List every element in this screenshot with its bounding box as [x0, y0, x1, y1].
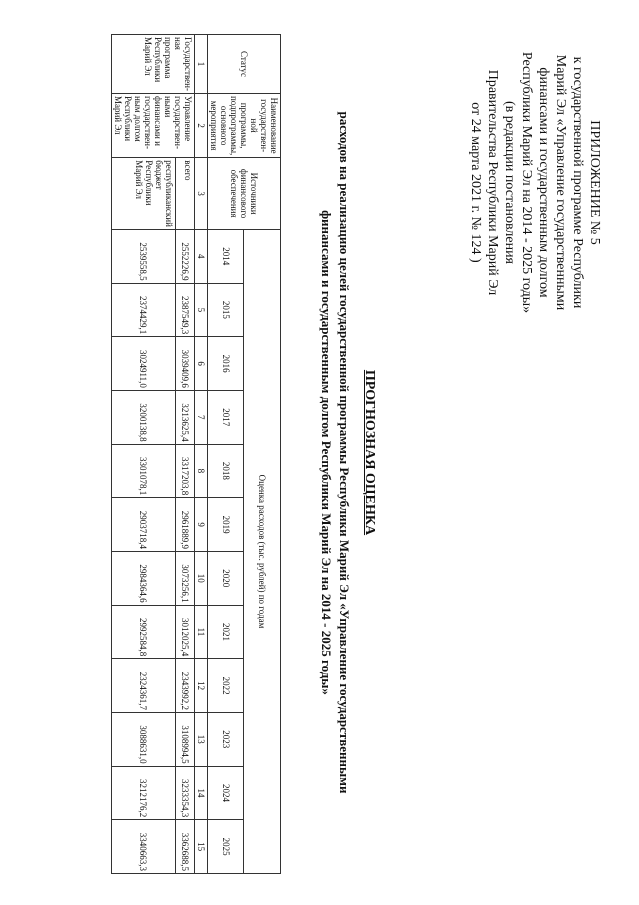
row-name: Управление государствен-ными финансами и государствен-ным долгом Республики Марий Эл — [112, 93, 195, 157]
table-cell: 2374429,1 — [112, 283, 176, 337]
table-cell: 2387549,3 — [175, 283, 194, 337]
table-header-row — [244, 35, 281, 874]
header-status: Статус — [208, 35, 281, 94]
table-cell: 3073256,1 — [175, 551, 194, 605]
col-number: 6 — [195, 337, 208, 391]
col-number: 9 — [195, 498, 208, 552]
row-source: всего — [175, 158, 194, 230]
appendix-line: к государственной программе Республики — [570, 56, 585, 309]
table-cell: 3233354,3 — [175, 766, 194, 820]
header-year: 2022 — [208, 659, 245, 713]
row-status: Государствен-ная программа Республики Марий Эл — [112, 35, 195, 94]
appendix-block — [467, 30, 603, 335]
table-cell: 3024911,0 — [112, 337, 176, 391]
col-number: 12 — [195, 659, 208, 713]
appendix-line: Республики Марий Эл на 2014 - 2025 годы» — [519, 51, 534, 314]
header-year: 2025 — [208, 820, 245, 874]
estimate-table — [111, 34, 281, 874]
col-number: 13 — [195, 712, 208, 766]
table-cell: 3317203,8 — [175, 444, 194, 498]
col-number: 1 — [195, 35, 208, 94]
header-year: 2017 — [208, 390, 245, 444]
col-number: 3 — [195, 158, 208, 230]
col-number: 15 — [195, 820, 208, 874]
appendix-line: финансами и государственным долгом — [536, 67, 551, 298]
header-source: Источники финансового обеспечения — [208, 158, 281, 230]
appendix-line: Правительства Республики Марий Эл — [485, 69, 500, 296]
header-name: Наименование государствен-ной программы, подпрограммы, основного мероприятия — [208, 93, 281, 157]
table-cell: 2992584,8 — [112, 605, 176, 659]
table-cell: 3340663,3 — [112, 820, 176, 874]
document-subtitle-line: расходов на реализацию целей государственной программы Республики Марий Эл «Управление государственными — [337, 111, 352, 794]
header-year: 2014 — [208, 229, 245, 283]
table-cell: 2539558,5 — [112, 229, 176, 283]
col-number: 14 — [195, 766, 208, 820]
table-colnum-row — [195, 35, 208, 874]
header-year: 2016 — [208, 337, 245, 391]
table-cell: 3039409,6 — [175, 337, 194, 391]
col-number: 11 — [195, 605, 208, 659]
table-cell: 3108994,5 — [175, 712, 194, 766]
appendix-line: (в редакции постановления — [502, 100, 517, 265]
appendix-line: от 24 марта 2021 г. № 124 ) — [468, 102, 483, 263]
header-year: 2018 — [208, 444, 245, 498]
table-cell: 3088631,0 — [112, 712, 176, 766]
table-row — [112, 35, 176, 874]
header-year: 2015 — [208, 283, 245, 337]
table-cell: 2324361,7 — [112, 659, 176, 713]
col-number: 2 — [195, 93, 208, 157]
table-row — [175, 35, 194, 874]
table-cell: 2552226,9 — [175, 229, 194, 283]
col-number: 4 — [195, 229, 208, 283]
table-cell: 2343992,2 — [175, 659, 194, 713]
table-cell: 3362688,5 — [175, 820, 194, 874]
table-cell: 2984364,6 — [112, 551, 176, 605]
appendix-line: ПРИЛОЖЕНИЕ № 5 — [587, 120, 602, 245]
table-cell: 3213625,4 — [175, 390, 194, 444]
document-subtitle-line: финансами и государственным долгом Республики Марий Эл на 2014 - 2025 годы» — [319, 210, 334, 695]
header-year: 2020 — [208, 551, 245, 605]
appendix-line: Марий Эл «Управление государственными — [553, 54, 568, 311]
col-number: 8 — [195, 444, 208, 498]
table-cell: 3200138,8 — [112, 390, 176, 444]
table-cell: 3301078,1 — [112, 444, 176, 498]
col-number: 7 — [195, 390, 208, 444]
header-year: 2024 — [208, 766, 245, 820]
col-number: 5 — [195, 283, 208, 337]
header-year: 2023 — [208, 712, 245, 766]
header-year: 2019 — [208, 498, 245, 552]
col-number: 10 — [195, 551, 208, 605]
table-cell: 2903718,4 — [112, 498, 176, 552]
header-year: 2021 — [208, 605, 245, 659]
header-estimate: Оценка расходов (тыс. рублей) по годам — [244, 229, 281, 873]
row-source: республиканский бюджет Республики Марий Эл — [112, 158, 176, 230]
document-title: ПРОГНОЗНАЯ ОЦЕНКА — [362, 369, 377, 536]
title-block — [317, 0, 377, 905]
table-cell: 3012025,4 — [175, 605, 194, 659]
table-cell: 2961889,9 — [175, 498, 194, 552]
table-cell: 3212176,2 — [112, 766, 176, 820]
